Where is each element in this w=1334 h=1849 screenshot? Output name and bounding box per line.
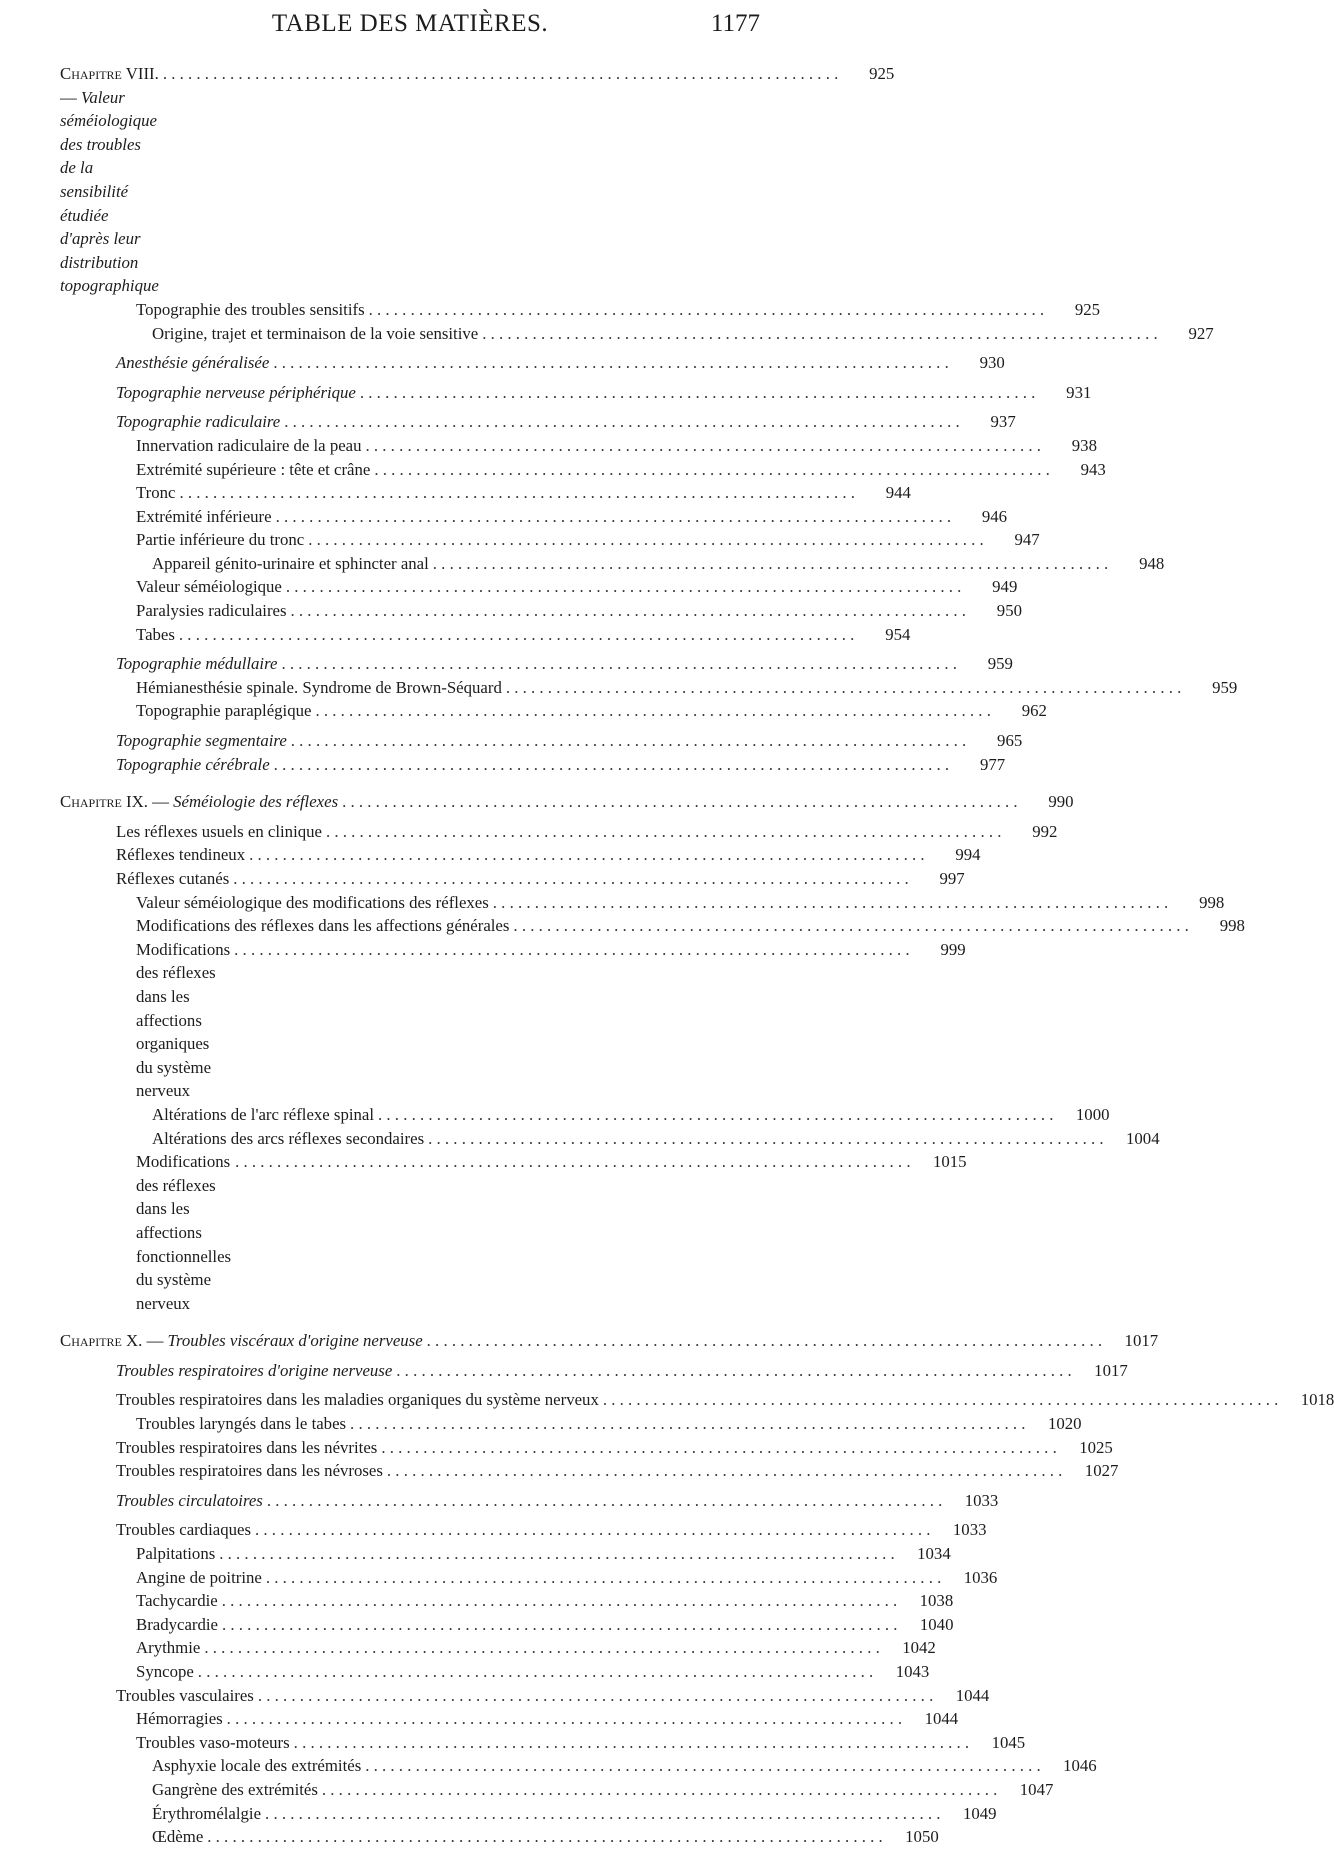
dot-leader [374,458,1049,482]
dot-leader [249,843,924,867]
dot-leader [235,1150,910,1174]
dot-leader [369,298,1044,322]
dot-leader [482,322,1157,346]
toc-entry [0,1542,951,1566]
toc-entry-title: Bradycardie [136,1614,218,1634]
page-number: 1046 [1063,1756,1097,1776]
toc-entry [0,1660,930,1684]
toc-entry-title: Troubles respiratoires d'origine nerveuse [116,1360,393,1380]
page-number: 1004 [1126,1128,1160,1148]
page-number: 931 [1066,382,1092,402]
toc-entry [0,1636,936,1660]
dot-leader [179,623,854,647]
toc-entry-title: Œdème [152,1827,204,1847]
page-number: 943 [1080,459,1106,479]
dot-leader [294,1731,969,1755]
page-number: 946 [981,506,1008,526]
chapter-title: Valeur séméiologique des troubles de la sensibilité étudiée d'après leur distribution topographique [60,87,159,296]
dot-leader [326,820,1001,844]
dot-leader [234,938,909,962]
toc-entry [0,1802,997,1826]
chapter-title: Séméiologie des réflexes [173,792,339,812]
toc-entry [0,528,1040,552]
page-number: 1043 [895,1662,930,1681]
dot-leader [315,699,990,723]
toc-entry [0,1566,998,1590]
dot-leader [219,1542,894,1566]
dot-leader [258,1684,933,1708]
page-number: 954 [885,624,911,644]
toc-entry-title: Arythmie [136,1638,201,1658]
dot-leader [266,1566,941,1590]
page-number: 1044 [924,1709,959,1729]
toc-entry-title: Appareil génito-urinaire et sphincter anal [152,553,429,573]
page-number: 1045 [991,1732,1026,1752]
dot-leader [291,599,966,623]
dot-leader [227,1707,902,1731]
toc-entry [0,434,1097,458]
dot-leader [274,753,949,777]
toc-entry [0,1388,1334,1412]
page-number: 1044 [955,1685,990,1705]
toc-entry [0,867,965,891]
toc-entry [0,322,1214,346]
dot-leader [378,1103,1053,1127]
toc-entry-title: Palpitations [136,1544,216,1564]
page-number: 938 [1071,435,1097,455]
toc-entry-title: Modifications des réflexes dans les affections générales [136,916,510,936]
page-number: 977 [979,754,1006,774]
dot-leader [387,1459,1062,1483]
dot-leader [284,410,959,434]
toc-entry [0,1518,987,1542]
page-number: 1038 [919,1591,954,1611]
toc-entry [0,753,1006,777]
page-number: 1042 [902,1638,936,1658]
toc-entry [0,623,911,647]
dot-leader [427,1329,1102,1353]
toc-entry [0,458,1106,482]
dot-leader [286,575,961,599]
page-number: 994 [955,845,981,865]
toc-entry [0,1127,1160,1151]
page-number: 998 [1199,892,1225,912]
toc-entry [0,1707,959,1731]
page-number: 1017 [1094,1360,1128,1380]
toc-entry [0,298,1101,322]
page-number: 1017 [1124,1331,1159,1351]
toc-entry-title: Angine de poitrine [136,1567,262,1587]
dot-leader [222,1589,897,1613]
dot-leader [233,867,908,891]
chapter-heading-title: Chapitre VIII. — Valeur séméiologique des troubles de la sensibilité étudiée d'après leur distribution topographique [60,64,159,296]
toc-entry [0,1489,999,1513]
toc-entry-title: Troubles respiratoires dans les maladies organiques du système nerveux [116,1390,599,1410]
dot-leader [360,381,1035,405]
toc-entry-title: Troubles respiratoires dans les névroses [116,1461,383,1481]
toc-entry [0,652,1013,676]
page-number: 930 [979,353,1005,373]
toc-entry [0,1754,1097,1778]
toc-entry [0,410,1016,434]
toc-entry-title: Topographie radiculaire [116,412,281,432]
spacer [0,1315,800,1329]
dot-leader [222,1613,897,1637]
dot-leader [506,676,1181,700]
page-number: 1050 [905,1827,939,1847]
page-number: 925 [869,64,895,83]
toc-entry [0,381,1092,405]
toc-entry-title: Innervation radiculaire de la peau [136,435,362,455]
toc-entry-title: Topographie nerveuse périphérique [116,382,356,402]
page-number: 950 [996,601,1022,621]
dot-leader [350,1412,1025,1436]
toc-entry-title: Topographie des troubles sensitifs [136,299,365,319]
toc-entry-title: Valeur séméiologique [136,577,282,597]
page-number: 962 [1021,701,1047,721]
dot-leader [179,481,854,505]
dot-leader [428,1127,1103,1151]
page-number: 1027 [1084,1461,1119,1481]
toc-entry-title: Gangrène des extrémités [152,1779,318,1799]
toc-entry-title: Modifications des réflexes dans les affections organiques du système nerveux [136,939,231,1101]
toc-entry [0,914,1245,938]
page-number: 937 [990,412,1016,432]
toc-entry [0,1359,1128,1383]
page-number: 1047 [1019,1779,1054,1799]
toc-entry [0,1731,1026,1755]
dot-leader [265,1802,940,1826]
toc-entry-title: Partie inférieure du tronc [136,530,305,550]
dot-leader [322,1778,997,1802]
page-number: 990 [1048,792,1074,812]
page-number: 944 [885,483,911,503]
toc-entry-title: Tabes [136,624,175,644]
chapter-heading [0,62,895,298]
page-number: 1000 [1075,1104,1110,1124]
page-number: 999 [940,939,966,959]
toc-entry-title: Altérations de l'arc réflexe spinal [152,1104,375,1124]
toc-entry-title: Troubles laryngés dans le tabes [136,1414,347,1434]
toc-entry [0,575,1018,599]
page-number: 949 [992,577,1018,597]
page-number: 925 [1074,299,1101,319]
page-number: 1020 [1047,1414,1082,1434]
toc-entry-title: Troubles cardiaques [116,1520,252,1540]
toc-entry [0,505,1008,529]
toc-entry-title: Extrémité supérieure : tête et crâne [136,459,371,479]
toc-entry [0,938,966,1103]
chapter-heading [0,790,1074,814]
toc-entry-title: Érythromélalgie [152,1803,262,1823]
page-number: 1049 [962,1803,997,1823]
page-number: 1015 [932,1152,967,1172]
page-number: 927 [1188,323,1214,343]
toc-entry [0,1589,954,1613]
page-number: 1034 [917,1544,951,1564]
page-number: 1036 [963,1567,998,1587]
toc-entry-title: Les réflexes usuels en clinique [116,821,322,841]
page-number: 1018 [1300,1390,1334,1410]
dot-leader [281,652,956,676]
dot-leader [291,729,966,753]
toc-entry-title: Tachycardie [136,1591,218,1611]
page-number: 1033 [952,1520,987,1540]
dot-leader [198,1660,873,1684]
toc-entry-title: Extrémité inférieure [136,506,272,526]
toc-entry-title: Anesthésie généralisée [116,353,270,373]
chapter-title: Troubles viscéraux d'origine nerveuse [167,1331,423,1351]
toc-entry [0,1436,1113,1460]
toc-entry-title: Valeur séméiologique des modifications des réflexes [136,892,489,912]
page-number: 959 [987,654,1013,674]
page-number: 1040 [919,1614,954,1634]
page-number: 992 [1032,821,1058,841]
toc-entry [0,1684,990,1708]
chapter-heading-title: Chapitre X. — Troubles viscéraux d'origine nerveuse [60,1331,423,1351]
dot-leader [204,1636,879,1660]
page-number: 1025 [1079,1437,1113,1457]
chapter-label: Chapitre VIII. [60,64,159,83]
chapter-heading-title: Chapitre IX. — Séméiologie des réflexes [60,792,339,812]
toc-entry [0,1103,1110,1127]
toc-entry [0,481,911,505]
dot-leader [342,790,1017,814]
page-number: 959 [1212,677,1238,697]
toc-entry-title: Troubles respiratoires dans les névrites [116,1437,378,1457]
dot-leader [381,1436,1056,1460]
toc-entry-title: Topographie cérébrale [116,754,270,774]
dot-leader [255,1518,930,1542]
page-number: 948 [1139,553,1165,573]
dot-leader [433,552,1108,576]
toc-entry-title: Hémorragies [136,1709,223,1729]
toc-entry [0,820,1058,844]
table-of-contents [0,62,1334,1849]
toc-entry [0,1825,939,1849]
spacer [0,776,800,790]
dot-leader [365,1754,1040,1778]
page-number: 1033 [964,1490,999,1510]
toc-entry-title: Tronc [136,483,176,503]
toc-entry-title: Altérations des arcs réflexes secondaires [152,1128,425,1148]
dot-leader [267,1489,942,1513]
toc-entry-title: Réflexes cutanés [116,869,230,888]
toc-entry [0,891,1225,915]
toc-entry [0,351,1005,375]
toc-entry-title: Paralysies radiculaires [136,601,287,621]
dot-leader [366,434,1041,458]
toc-entry-title: Hémianesthésie spinale. Syndrome de Brown-Séquard [136,677,502,697]
chapter-heading [0,1329,1159,1353]
page-number: 997 [939,869,965,888]
toc-entry-title: Topographie médullaire [116,654,278,674]
toc-entry-title: Troubles vasculaires [116,1685,254,1705]
chapter-label: Chapitre IX. [60,792,148,812]
header-page-number: 1177 [710,10,760,37]
chapter-label: Chapitre X. [60,1331,143,1351]
dot-leader [513,914,1188,938]
dot-leader [163,62,838,86]
toc-entry [0,1613,954,1637]
dot-leader [273,351,948,375]
dot-leader [493,891,1168,915]
toc-entry [0,729,1023,753]
toc-entry [0,699,1047,723]
dot-leader [276,505,951,529]
page-number: 965 [997,731,1023,751]
toc-entry [0,1412,1082,1436]
dot-leader [207,1825,882,1849]
toc-entry-title: Topographie paraplégique [136,701,312,721]
toc-entry-title: Syncope [136,1662,194,1681]
toc-entry-title: Topographie segmentaire [116,731,287,751]
running-header [60,8,760,48]
toc-entry [0,1150,967,1315]
page-number: 998 [1219,916,1245,936]
toc-entry [0,599,1022,623]
toc-entry [0,676,1238,700]
dot-leader [308,528,983,552]
toc-entry [0,1778,1054,1802]
dot-leader [396,1359,1071,1383]
toc-entry-title: Réflexes tendineux [116,845,246,865]
toc-entry [0,1459,1119,1483]
toc-entry-title: Troubles vaso-moteurs [136,1732,290,1752]
toc-entry [0,552,1165,576]
toc-entry-title: Asphyxie locale des extrémités [152,1756,362,1776]
dot-leader [603,1388,1278,1412]
header-title: TABLE DES MATIÈRES. [271,10,549,37]
page-number: 947 [1014,530,1040,550]
toc-entry-title: Origine, trajet et terminaison de la voie sensitive [152,323,479,343]
toc-entry [0,843,981,867]
toc-entry-title: Troubles circulatoires [116,1490,263,1510]
toc-entry-title: Modifications des réflexes dans les affections fonctionnelles du système nerveux [136,1152,232,1313]
